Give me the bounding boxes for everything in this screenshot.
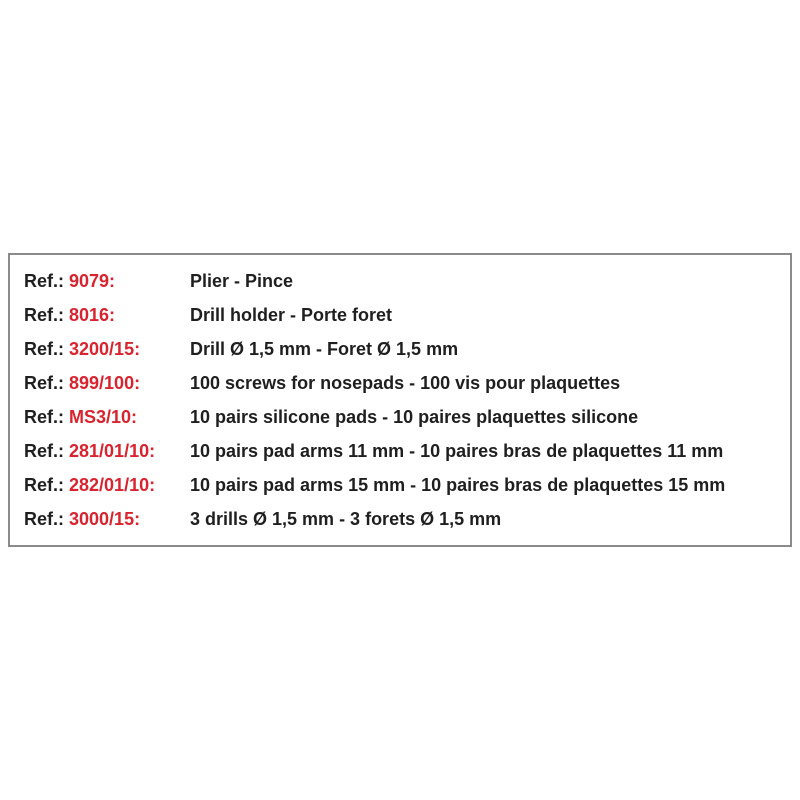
- reference-row-282-01-10: [24, 475, 725, 509]
- reference-description: 3 drills Ø 1,5 mm - 3 forets Ø 1,5 mm: [190, 509, 502, 529]
- reference-row-3000-15: [24, 509, 725, 543]
- ref-prefix: Ref.:: [24, 509, 64, 529]
- reference-row-9079: [24, 271, 725, 305]
- reference-code-cell: [24, 373, 190, 394]
- ref-prefix: Ref.:: [24, 407, 64, 427]
- reference-code-cell: [24, 441, 190, 462]
- reference-row-281-01-10: [24, 441, 725, 475]
- ref-prefix: Ref.:: [24, 441, 64, 461]
- reference-row-ms3-10: [24, 407, 725, 441]
- reference-list: [24, 271, 725, 543]
- ref-prefix: Ref.:: [24, 373, 64, 393]
- reference-code: 282/01/10:: [69, 475, 156, 495]
- reference-code-cell: [24, 271, 190, 292]
- reference-code-cell: [24, 305, 190, 326]
- reference-description: Drill holder - Porte foret: [190, 305, 393, 325]
- reference-code: 281/01/10:: [69, 441, 156, 461]
- reference-code: 899/100:: [69, 373, 141, 393]
- ref-prefix: Ref.:: [24, 339, 64, 359]
- reference-code-cell: [24, 475, 190, 496]
- reference-code: MS3/10:: [69, 407, 138, 427]
- reference-code: 9079:: [69, 271, 116, 291]
- ref-prefix: Ref.:: [24, 305, 64, 325]
- reference-code: 3000/15:: [69, 509, 141, 529]
- reference-description: Drill Ø 1,5 mm - Foret Ø 1,5 mm: [190, 339, 459, 359]
- reference-code-cell: [24, 509, 190, 530]
- reference-code-cell: [24, 407, 190, 428]
- reference-description: 10 pairs pad arms 11 mm - 10 paires bras de plaquettes 11 mm: [190, 441, 724, 461]
- reference-code-cell: [24, 339, 190, 360]
- ref-prefix: Ref.:: [24, 475, 64, 495]
- reference-list-box: [8, 253, 792, 547]
- reference-row-8016: [24, 305, 725, 339]
- ref-prefix: Ref.:: [24, 271, 64, 291]
- reference-code: 3200/15:: [69, 339, 141, 359]
- reference-row-3200-15: [24, 339, 725, 373]
- reference-description: 10 pairs pad arms 15 mm - 10 paires bras de plaquettes 15 mm: [190, 475, 726, 495]
- reference-description: 10 pairs silicone pads - 10 paires plaquettes silicone: [190, 407, 639, 427]
- reference-row-899-100: [24, 373, 725, 407]
- reference-description: 100 screws for nosepads - 100 vis pour plaquettes: [190, 373, 621, 393]
- reference-description: Plier - Pince: [190, 271, 294, 291]
- reference-code: 8016:: [69, 305, 116, 325]
